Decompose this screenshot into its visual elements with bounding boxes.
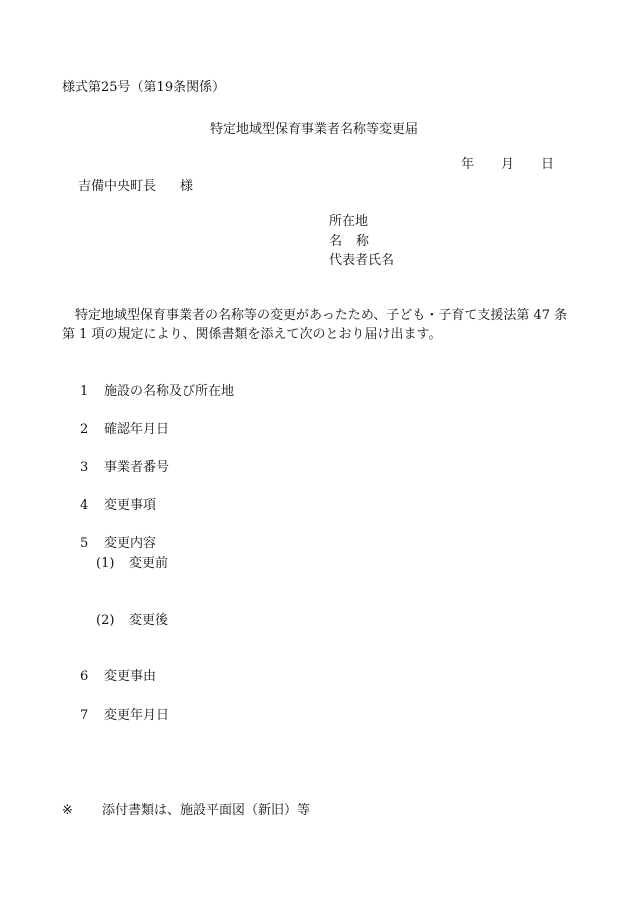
item-label: 変更年月日	[104, 708, 170, 723]
body-line-1: 特定地域型保育事業者の名称等の変更があったため、子ども・子育て支援法第 47 条	[75, 308, 568, 323]
item-number: 4	[80, 498, 89, 513]
item-number: 7	[80, 708, 89, 723]
note-mark: ※	[62, 803, 73, 818]
representative-label: 代表者氏名	[329, 253, 395, 268]
date-day: 日	[541, 157, 555, 172]
item-label: 変更事項	[104, 498, 157, 513]
item-number: 2	[80, 422, 89, 437]
item-number: 6	[80, 669, 89, 684]
item-label: 変更事由	[104, 669, 157, 684]
sub-item-number: (2)	[96, 613, 115, 628]
item-label: 施設の名称及び所在地	[104, 384, 235, 399]
addressee-name: 吉備中央町長	[78, 179, 157, 194]
sub-item-label: 変更前	[129, 556, 169, 571]
document-title: 特定地域型保育事業者名称等変更届	[210, 122, 419, 137]
address-label: 所在地	[329, 214, 369, 229]
item-number: 1	[80, 384, 89, 399]
item-number: 3	[80, 460, 89, 475]
addressee-honorific: 様	[180, 179, 194, 194]
date-year: 年	[461, 157, 475, 172]
date-month: 月	[501, 157, 515, 172]
item-label: 事業者番号	[104, 460, 170, 475]
note-text: 添付書類は、施設平面図（新旧）等	[102, 803, 311, 818]
name-label-part1: 名	[329, 234, 343, 249]
body-line-2: 第 1 項の規定により、関係書類を添えて次のとおり届け出ます。	[62, 327, 442, 342]
sub-item-number: (1)	[96, 556, 115, 571]
item-label: 確認年月日	[104, 422, 170, 437]
item-number: 5	[80, 536, 89, 551]
sub-item-label: 変更後	[129, 613, 169, 628]
form-number: 様式第25号（第19条関係）	[62, 80, 226, 95]
item-label: 変更内容	[104, 536, 157, 551]
name-label-part2: 称	[356, 234, 370, 249]
